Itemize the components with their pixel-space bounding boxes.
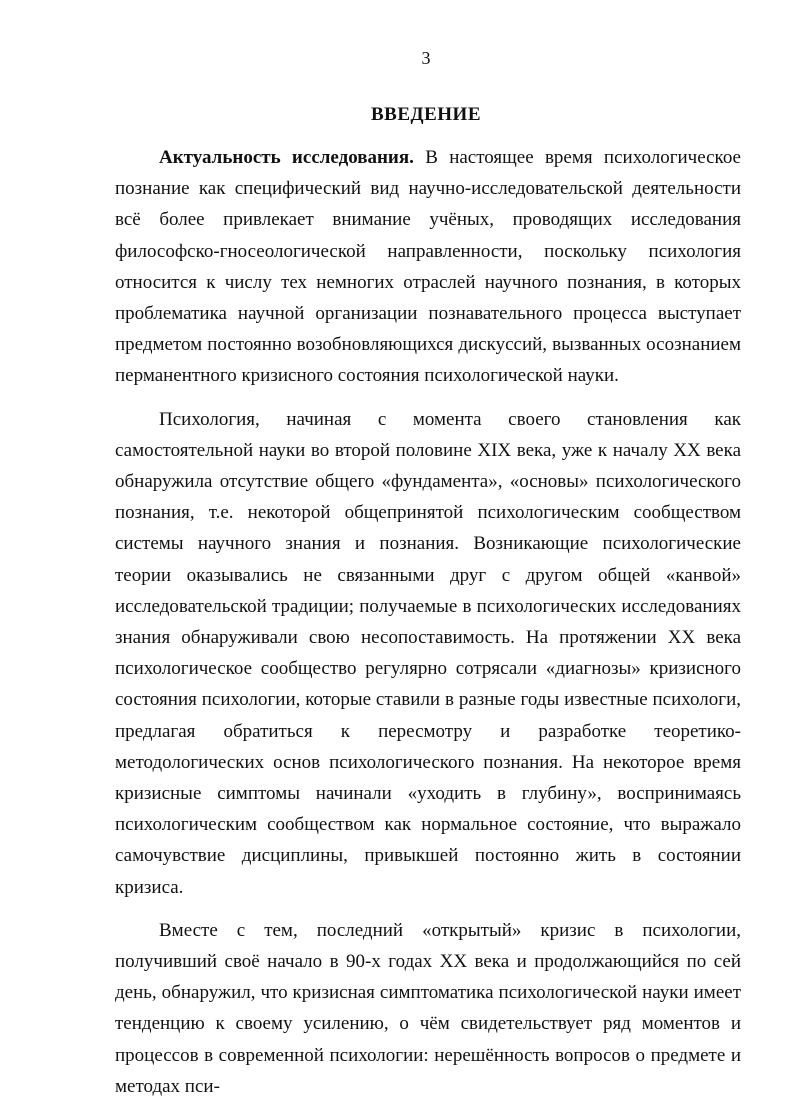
page-number: 3 [421, 48, 431, 68]
paragraph-relevance [115, 142, 741, 392]
paragraph-lead: Актуальность исследования. [159, 147, 414, 168]
body-text [115, 142, 741, 1102]
paragraph-current-crisis: Вместе с тем, последний «открытый» кризис в психологии, получивший своё начало в 90-х годах XX века и продолжающийся по сей день, обнаружил, что кризисная симптоматика психологической науки имеет тенденцию к своему усилению, о чём свидетельствует ряд моментов и процессов в современной психологии: нерешённость вопросов о предмете и методах пси- [115, 919, 741, 1097]
page-title: ВВЕДЕНИЕ [371, 104, 481, 125]
paragraph-text: В настоящее время психологическое познание как специфический вид научно-исследовательской деятельности всё более привлекает внимание учёных, проводящих исследования философско-гносеологической направленности, поскольку психология относится к числу тех немногих отраслей научного познания, в которых проблематика научной организации познавательного процесса выступает предметом постоянно возобновляющихся дискуссий, вызванных осознанием перманентного кризисного состояния психологической науки. [115, 147, 741, 387]
paragraph-history: Психология, начиная с момента своего становления как самостоятельной науки во второй половине XIX века, уже к началу XX века обнаружила отсутствие общего «фундамента», «основы» психологического познания, т.е. некоторой общепринятой психологическим сообществом системы научного знания и познания. Возникающие психологические теории оказывались не связанными друг с другом общей «канвой» исследовательской традиции; получаемые в психологических исследованиях знания обнаруживали свою несопоставимость. На протяжении XX века психологическое сообщество регулярно сотрясали «диагнозы» кризисного состояния психологии, которые ставили в разные годы известные психологи, предлагая обратиться к пересмотру и разработке теоретико-методологических основ психологического познания. На некоторое время кризисные симптомы начинали «уходить в глубину», воспринимаясь психологическим сообществом как нормальное состояние, что выражало самочувствие дисциплины, привыкшей постоянно жить в состоянии кризиса. [115, 408, 741, 898]
